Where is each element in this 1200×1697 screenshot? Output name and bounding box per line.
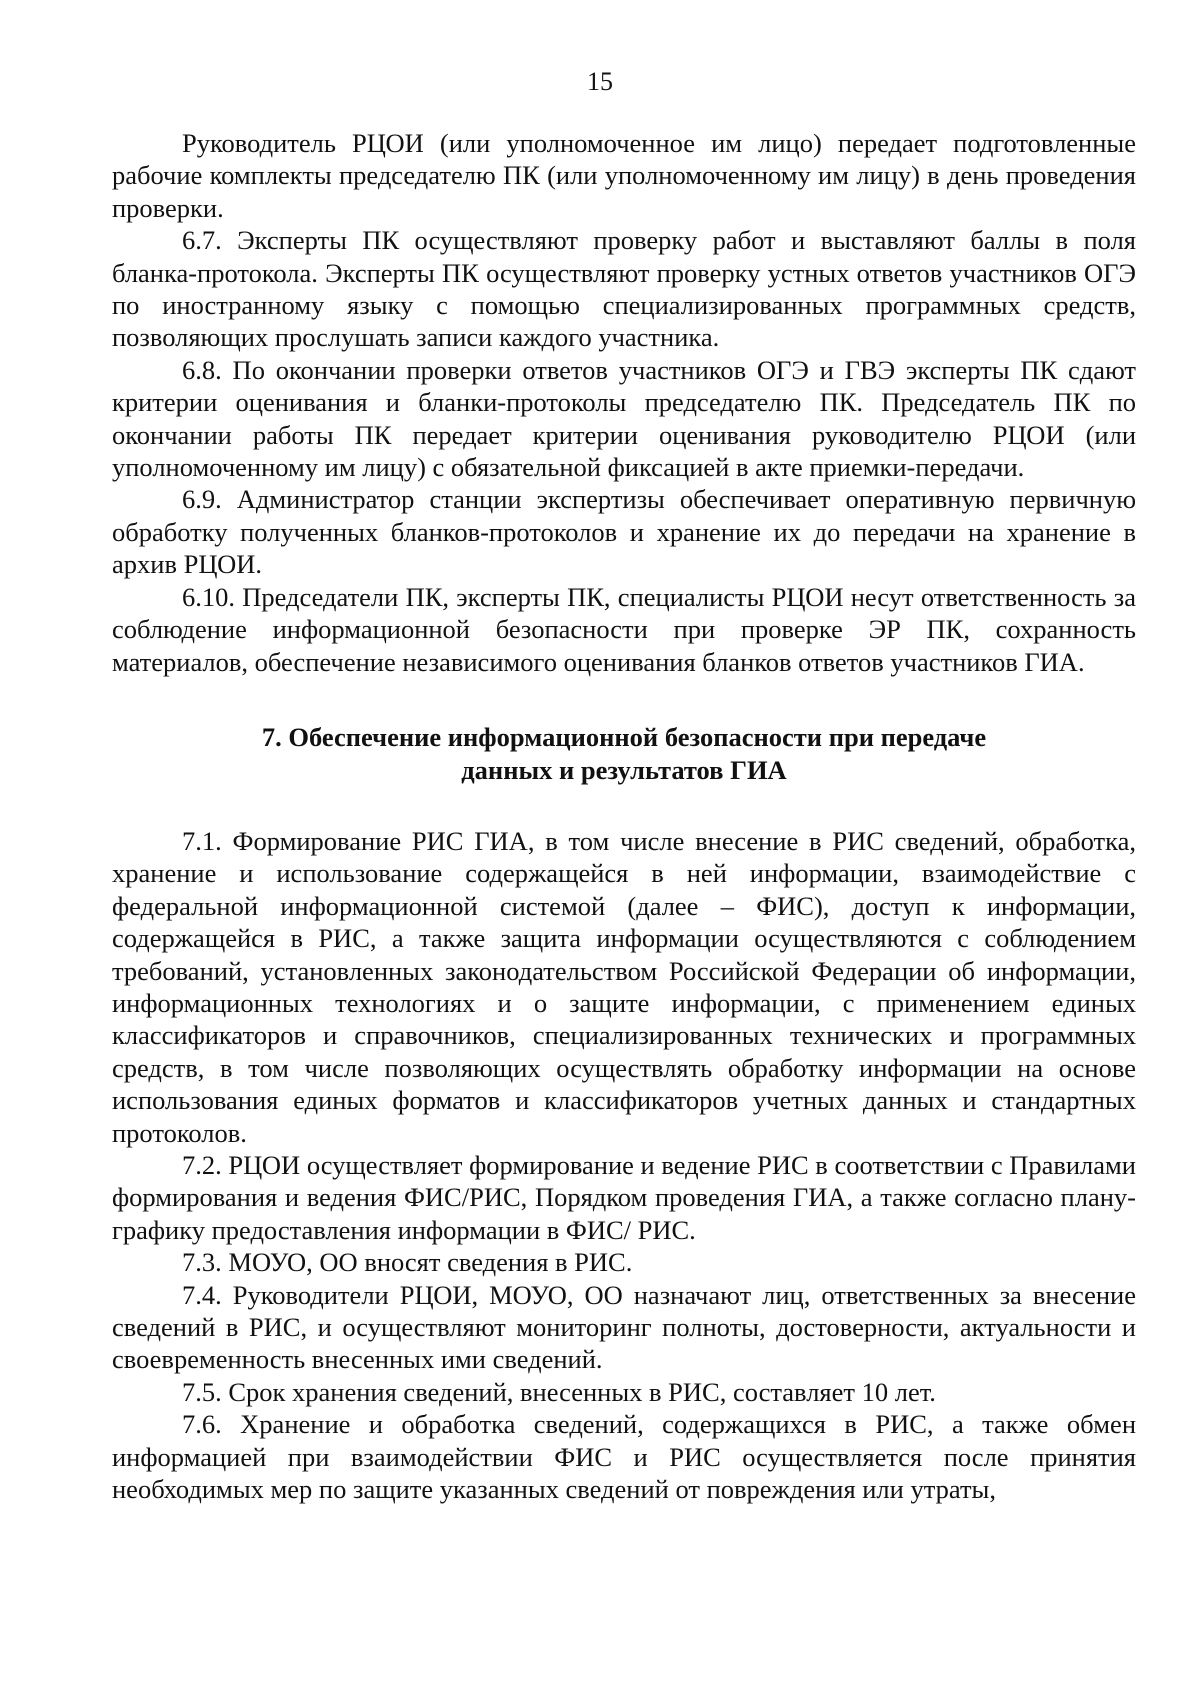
paragraph-7-1: 7.1. Формирование РИС ГИА, в том числе внесение в РИС сведений, обработка, хранение и использование содержащейся в ней информации, взаимодействие с федеральной информационной системой (далее – ФИС), доступ к информации, содержащейся в РИС, а также защита информации осуществляются с соблюдением требований, установленных законодательством Российской Федерации об информации, информационных технологиях и о защите информации, с применением единых классификаторов и справочников, специализированных технических и программных средств, в том числе позволяющих осуществлять обработку информации на основе использования единых форматов и классификаторов учетных данных и стандартных протоколов. <box>112 825 1136 1148</box>
page-number: 15 <box>587 67 613 96</box>
paragraph-7-6: 7.6. Хранение и обработка сведений, содержащихся в РИС, а также обмен информацией при взаимодействии ФИС и РИС осуществляется после принятия необходимых мер по защите указанных сведений от повреждения или утраты, <box>112 1409 1136 1505</box>
paragraph-6-7: 6.7. Эксперты ПК осуществляют проверку работ и выставляют баллы в поля бланка-протокола. Эксперты ПК осуществляют проверку устных ответов участников ОГЭ по иностранному языку с помощью специализированных программных средств, позволяющих прослушать записи каждого участника. <box>112 225 1136 353</box>
paragraph-7-2: 7.2. РЦОИ осуществляет формирование и ведение РИС в соответствии с Правилами формирования и ведения ФИС/РИС, Порядком проведения ГИА, а также согласно плану-графику предоставления информации в ФИС/ РИС. <box>112 1149 1136 1245</box>
paragraph-6-8: 6.8. По окончании проверки ответов участников ОГЭ и ГВЭ эксперты ПК сдают критерии оценивания и бланки-протоколы председателю ПК. Председатель ПК по окончании работы ПК передает критерии оценивания руководителю РЦОИ (или уполномоченному им лицу) с обязательной фиксацией в акте приемки-передачи. <box>112 354 1136 483</box>
paragraph-7-3: 7.3. МОУО, ОО вносят сведения в РИС. <box>182 1247 633 1278</box>
paragraph-rcoi-transfer: Руководитель РЦОИ (или уполномоченное им лицо) передает подготовленные рабочие комплекты председателю ПК (или уполномоченному им лицу) в день проведения проверки. <box>112 128 1136 223</box>
paragraph-6-9: 6.9. Администратор станции экспертизы обеспечивает оперативную первичную обработку полученных бланков-протоколов и хранение их до передачи на хранение в архив РЦОИ. <box>112 484 1136 580</box>
paragraph-7-5: 7.5. Срок хранения сведений, внесенных в РИС, составляет 10 лет. <box>182 1376 936 1407</box>
paragraph-6-10: 6.10. Председатели ПК, эксперты ПК, специалисты РЦОИ несут ответственность за соблюдение информационной безопасности при проверке ЭР ПК, сохранность материалов, обеспечение независимого оценивания бланков ответов участников ГИА. <box>112 581 1136 677</box>
section-heading-line-2: данных и результатов ГИА <box>461 754 787 785</box>
paragraph-7-4: 7.4. Руководители РЦОИ, МОУО, ОО назначают лиц, ответственных за внесение сведений в РИС, и осуществляют мониторинг полноты, достоверности, актуальности и своевременность внесенных ими сведений. <box>112 1279 1136 1375</box>
document-body <box>112 127 1136 1505</box>
section-7-heading <box>112 721 1136 787</box>
section-heading-line-1: 7. Обеспечение информационной безопасности при передаче <box>261 721 987 752</box>
